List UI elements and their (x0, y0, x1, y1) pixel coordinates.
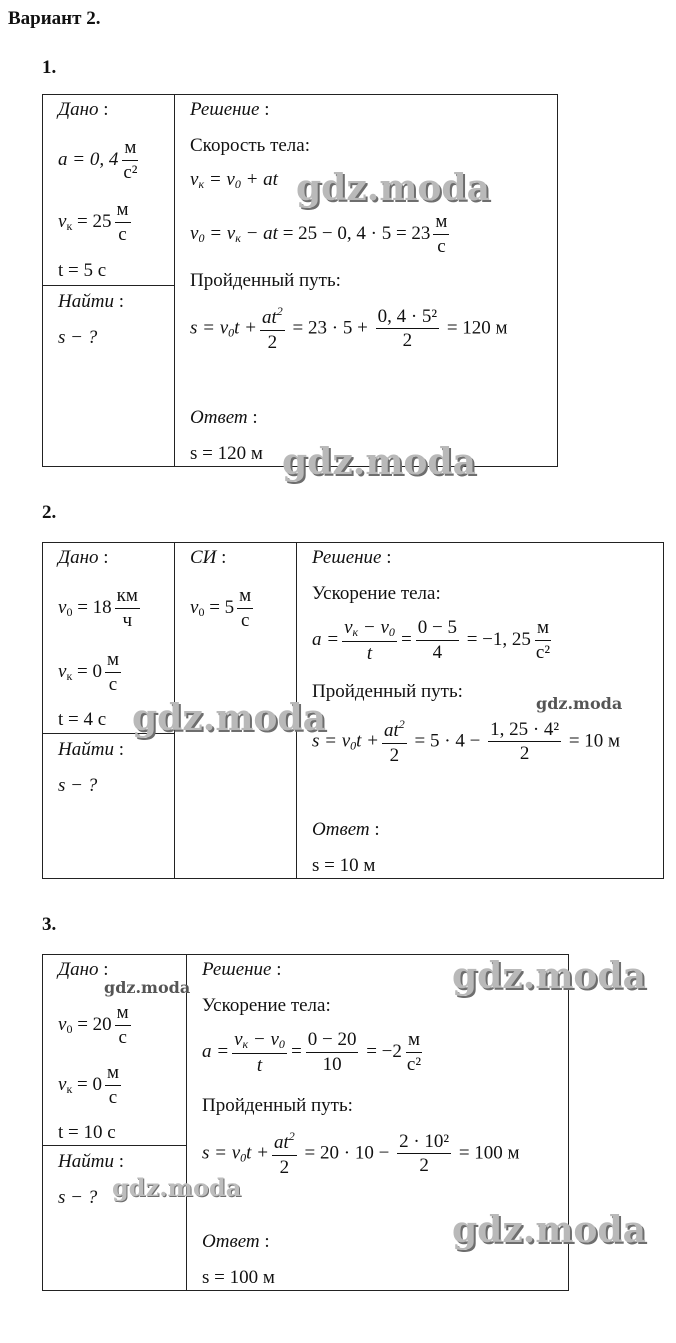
problem-3-given-t: t = 10 с (58, 1122, 116, 1143)
problem-2-heading-acceleration: Ускорение тела: (312, 583, 441, 604)
problem-1-find-label: Найти : (58, 291, 124, 312)
problem-1-divider (174, 94, 175, 467)
problem-2-eq-distance: $s = v_0t$ + $\frac{at^2}{2}$ = 5 · 4 − $\frac{\text{1, 25 · 4²}}{2}$ = 10 м (312, 717, 621, 766)
problem-1-given-divider (42, 285, 175, 286)
watermark: gdz.moda (452, 955, 646, 997)
problem-1-given-t: t = 5 с (58, 260, 107, 281)
problem-2-number: 2. (42, 502, 57, 523)
problem-3-find-value: s − ? (58, 1187, 98, 1208)
watermark: gdz.moda (296, 167, 490, 209)
problem-3-heading-acceleration: Ускорение тела: (202, 995, 331, 1016)
problem-1-eq-velocity: $v_к = v_0$ + at (190, 169, 278, 191)
problem-2-eq-acceleration: a = $\frac{v_к - v_0}{t}$ = $\frac{0 - 5}{4}$ = −1, 25 $\frac{м}{\text{с²}}$ (312, 617, 551, 664)
problem-2-given-v0: $v_0 = 18$ $\frac{км}{ч}$ (58, 585, 138, 631)
problem-1-number: 1. (42, 57, 57, 78)
watermark: gdz.moda (282, 441, 476, 483)
problem-2-heading-distance: Пройденный путь: (312, 681, 463, 702)
problem-3-answer-value: s = 100 м (202, 1267, 275, 1288)
problem-3-given-label: Дано : (58, 959, 109, 980)
problem-3-divider (186, 954, 187, 1291)
page-title: Вариант 2. (8, 8, 101, 29)
problem-3-heading-distance: Пройденный путь: (202, 1095, 353, 1116)
watermark: gdz.moda (536, 694, 623, 713)
problem-2-si-label: СИ : (190, 547, 227, 568)
problem-3-number: 3. (42, 914, 57, 935)
watermark: gdz.moda (112, 1173, 242, 1202)
problem-1-given-a: a = 0, 4 $\frac{м}{\text{с²}}$ (58, 137, 138, 183)
problem-2-find-value: s − ? (58, 775, 98, 796)
watermark: gdz.moda (452, 1209, 646, 1251)
problem-2-given-t: t = 4 с (58, 709, 107, 730)
problem-2-si-v0: $v_0 = 5$ $\frac{м}{с}$ (190, 585, 252, 631)
problem-1-answer-value: s = 120 м (190, 443, 263, 464)
problem-1-eq-initial-velocity: $v_0 = v_к$ − at = 25 − 0, 4 · 5 = 23 $\frac{м}{с}$ (190, 211, 448, 257)
problem-1-heading-distance: Пройденный путь: (190, 270, 341, 291)
problem-1-answer-label: Ответ : (190, 407, 258, 428)
problem-3-given-vk: $v_к = 0$ $\frac{м}{с}$ (58, 1062, 120, 1108)
problem-3-eq-distance: $s = v_0t$ + $\frac{at^2}{2}$ = 20 · 10 − $\frac{\text{2 · 10²}}{2}$ = 100 м (202, 1129, 520, 1178)
problem-1-given-vk: $v_к = 25$ $\frac{м}{с}$ (58, 199, 129, 245)
problem-2-find-label: Найти : (58, 739, 124, 760)
problem-1-eq-distance: $s = v_0t$ + $\frac{at^2}{2}$ = 23 · 5 + $\frac{\text{0, 4 · 5²}}{2}$ = 120 м (190, 304, 508, 353)
problem-2-given-vk: $v_к = 0$ $\frac{м}{с}$ (58, 649, 120, 695)
problem-2-given-label: Дано : (58, 547, 109, 568)
watermark: gdz.moda (104, 978, 191, 997)
problem-3-given-v0: $v_0 = 20$ $\frac{м}{с}$ (58, 1002, 129, 1048)
problem-2-answer-label: Ответ : (312, 819, 380, 840)
problem-3-given-divider (42, 1145, 187, 1146)
problem-1-solution-label: Решение : (190, 99, 270, 120)
problem-1-find-value: s − ? (58, 327, 98, 348)
problem-2-answer-value: s = 10 м (312, 855, 376, 876)
watermark: gdz.moda (132, 697, 326, 739)
problem-1-given-label: Дано : (58, 99, 109, 120)
problem-3-answer-label: Ответ : (202, 1231, 270, 1252)
problem-1-heading-velocity: Скорость тела: (190, 135, 310, 156)
problem-3-find-label: Найти : (58, 1151, 124, 1172)
problem-3-eq-acceleration: a = $\frac{v_к - v_0}{t}$ = $\frac{0 - 20}{10}$ = −2 $\frac{м}{\text{с²}}$ (202, 1029, 422, 1076)
problem-3-solution-label: Решение : (202, 959, 282, 980)
problem-2-solution-label: Решение : (312, 547, 392, 568)
